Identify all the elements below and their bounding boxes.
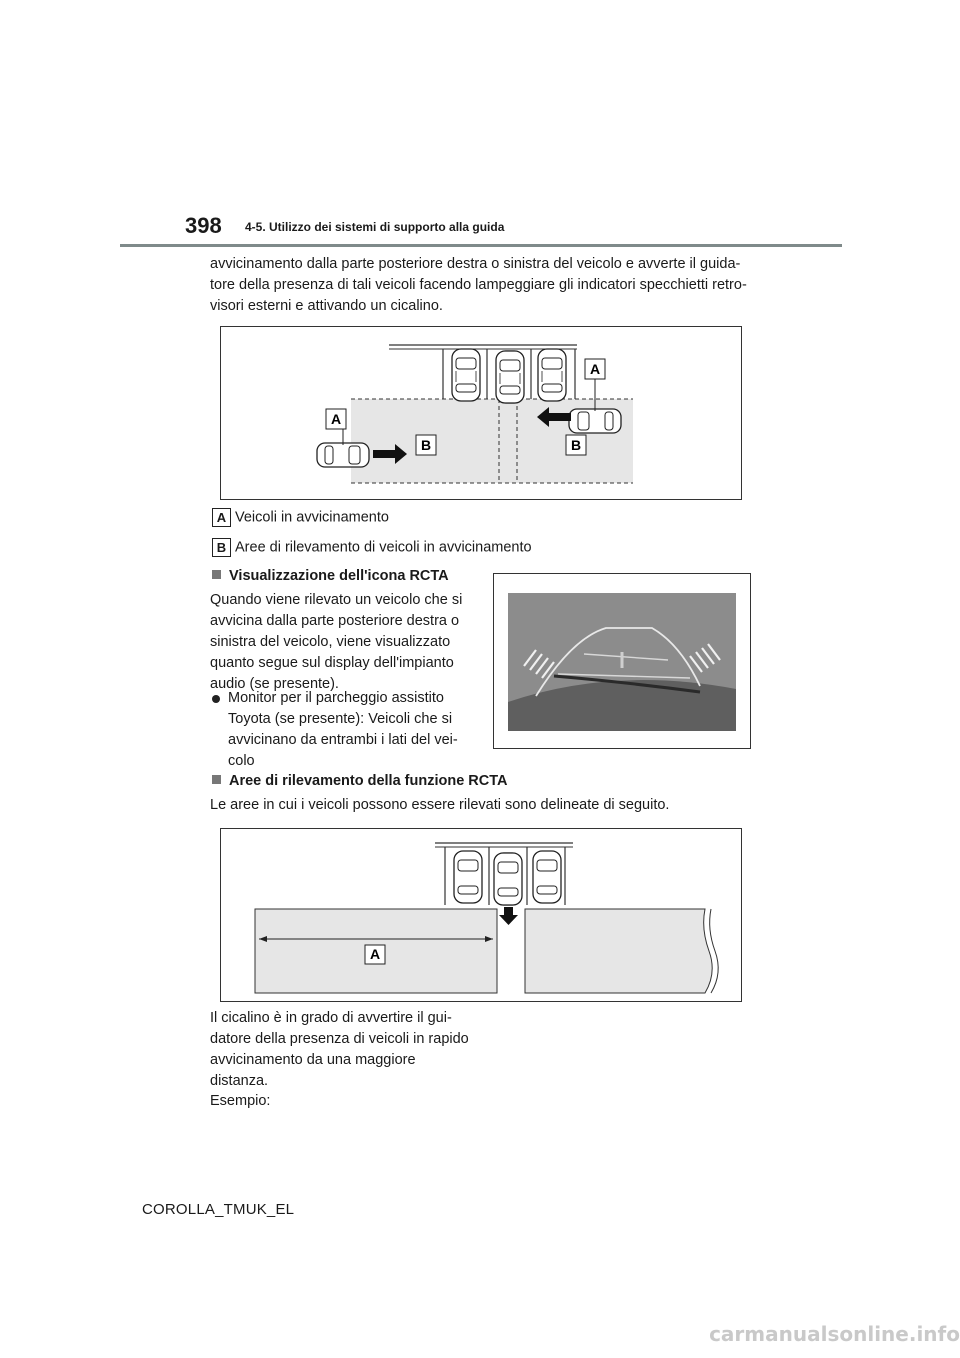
heading-text: Visualizzazione dell'icona RCTA xyxy=(229,568,449,584)
figure-camera-display xyxy=(493,573,751,749)
own-vehicle-icon xyxy=(494,853,522,905)
parked-car-icon xyxy=(538,349,566,401)
parked-car-icon xyxy=(452,349,480,401)
approaching-car-left-icon xyxy=(317,443,369,467)
heading-rcta-icon xyxy=(212,568,449,584)
footer-code: COROLLA_TMUK_EL xyxy=(142,1201,295,1218)
figure-approaching-vehicles xyxy=(220,326,742,500)
rcta-icon-body: Quando viene rilevato un veicolo che si avvicina dalla parte posteriore destra o sinistra del veicolo, viene visualizzato quanto segue sul display dell'impianto audio (se presente). xyxy=(210,592,463,692)
legend-item-a xyxy=(212,508,389,527)
label-a-right: A xyxy=(589,361,601,377)
label-a-left: A xyxy=(330,411,342,427)
figure-detection-range xyxy=(220,828,742,1002)
detection-areas-body: Le aree in cui i veicoli possono essere rilevati sono delineate di seguito. xyxy=(210,797,670,813)
bullet-text: Monitor per il parcheggio assistito Toyota (se presente): Veicoli che si avvicinano da entrambi i lati del vei-colo xyxy=(228,690,458,769)
approaching-car-right-icon xyxy=(569,409,621,433)
own-vehicle-icon xyxy=(496,351,524,403)
legend-text: Aree di rilevamento di veicoli in avvicinamento xyxy=(235,539,532,556)
label-b-center: B xyxy=(420,437,432,453)
heading-detection-areas xyxy=(212,773,508,789)
bullet-dot-icon xyxy=(212,695,220,703)
label-a: A xyxy=(369,946,381,962)
square-bullet-icon xyxy=(212,570,221,579)
example-label: Esempio: xyxy=(210,1093,271,1109)
intro-paragraph: avvicinamento dalla parte posteriore destra o sinistra del veicolo e avverte il guida-tore della presenza di tali veicoli facendo lampeggiare gli indicatori specchietti retro-visori esterni e attivando un cicalino. xyxy=(210,256,747,314)
parked-car-icon xyxy=(454,851,482,903)
detection-area-right xyxy=(525,909,712,993)
arrow-down-icon xyxy=(499,907,518,925)
closing-paragraph: Il cicalino è in grado di avvertire il gui-datore della presenza di veicoli in rapido avvicinamento da una maggiore distanza. xyxy=(210,1010,469,1089)
heading-text: Aree di rilevamento della funzione RCTA xyxy=(229,773,508,789)
square-bullet-icon xyxy=(212,775,221,784)
legend-text: Veicoli in avvicinamento xyxy=(235,509,389,526)
header-rule xyxy=(120,244,842,247)
parked-car-icon xyxy=(533,851,561,903)
watermark: carmanualsonline.info xyxy=(709,1322,960,1346)
legend-key: B xyxy=(212,538,231,557)
rcta-bullet xyxy=(212,688,474,772)
section-title: 4-5. Utilizzo dei sistemi di supporto alla guida xyxy=(245,220,505,234)
page-number: 398 xyxy=(185,213,222,238)
legend-item-b xyxy=(212,538,532,557)
legend-key: A xyxy=(212,508,231,527)
label-b-right: B xyxy=(570,437,582,453)
